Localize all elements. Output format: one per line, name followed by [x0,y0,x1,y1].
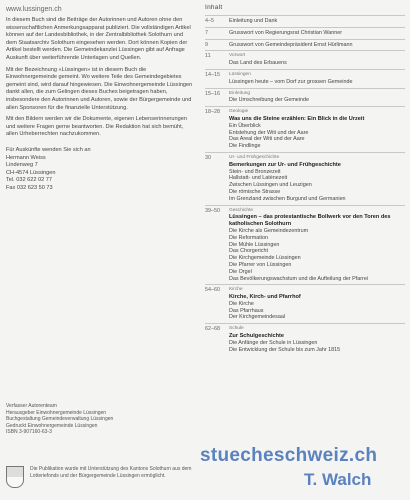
toc-category: Kirche [229,287,243,293]
toc-heading: Inhalt [205,4,223,11]
toc-entry: Das Bevölkerungswachstum und die Aufteilung der Pfarrei [229,275,369,282]
toc-category: Lüssingen [229,71,251,77]
toc-entry: Die römische Strasse [229,188,281,195]
toc-entries [229,40,405,51]
toc-page-number: 39–50 [205,207,220,214]
impressum-line: Buchgestaltung Gemeindeverwaltung Lüssingen [6,416,114,423]
toc-entries [229,16,405,27]
toc-entries [229,107,405,152]
toc-entry: Die Reformation [229,234,268,241]
toc-row [205,15,405,27]
toc-page-number: 9 [205,41,208,48]
contact-block [6,147,194,193]
toc-entry: Entstehung der Witi und der Aare [229,129,309,136]
toc-page-number: 4–5 [205,18,214,24]
sponsor-note [6,466,196,488]
toc-entry: Lüssingen heute – vom Dorf zur grossen Gemeinde [229,78,353,85]
impressum [6,403,196,436]
toc-entry: Das Land des Erbauens [229,60,287,67]
toc-row [205,205,405,285]
toc-entry: Die Entwicklung der Schule bis zum Jahr 1815 [229,346,341,353]
sponsor-text: Die Publikation wurde mit Unterstützung des Kantons Solothurn aus dem Lotteriefonds und der Bürgergemeinde Lüssingen ermöglicht. [30,466,192,479]
toc-title: Kirche, Kirch- und Pfarrhof [229,294,301,301]
toc-entry: Zwischen Lüssingen und Leuzigen [229,182,312,189]
toc-entry: Grusswort von Regierungsrat Christian Wanner [229,29,343,36]
impressum-line: ISBN 3-907160-63-3 [6,429,52,436]
toc-row [205,152,405,205]
impressum-line: Verfasser Autorenteam [6,403,57,409]
toc-entries [229,153,405,205]
toc-entries [229,70,405,88]
toc-page-number: 30 [205,154,211,161]
watermark-name: T. Walch [304,470,372,489]
toc-entry: Grusswort von Gemeindepräsident Ernst Hürlimann [229,41,353,48]
toc-row [205,88,405,107]
toc-entry: Die Pfarrer von Lüssingen [229,261,292,268]
toc-entries [229,285,405,323]
toc-row [205,69,405,88]
intro-paragraph: In diesem Buch sind die Beiträge der Autorinnen und Autoren ohne den wissenschaftlichen Anmerkungsapparat publiziert. Die vollständigen Artikel können auf der Landesbibliothek, in der Zentralbibliothek Solothurn und dem Staatsarchiv Solothurn eingesehen werden. Dort können Kopien der Artikel bestellt werden. Die Gemeindekanzlei Lüssingen gibt auf Anfrage Auskunft über weiterführende Unterlagen und Quellen. [6,17,191,61]
toc-row [205,323,405,355]
contact-line: Tel. 032 622 02 77 [6,177,53,184]
toc-title: Was uns die Steine erzählen: Ein Blick in die Urzeit [229,115,365,122]
toc-title: Lüssingen – das protestantische Bollwerk vor den Toren des katholischen Solothurn [229,214,391,228]
impressum-line: Gedruckt Einwohnergemeinde Lüssingen [6,422,98,429]
toc-entry: Die Kirche [229,300,254,307]
toc-entry: Ein Überblick [229,122,261,129]
toc-entry: Einleitung und Dank [229,18,278,24]
toc-entry: Das Pfarrhaus [229,307,264,314]
toc-entries [229,28,405,39]
toc-entries [229,324,405,355]
toc-entry: Das Areal der Witi und der Aare [229,136,305,143]
toc-category: Geologie [229,109,249,115]
toc-page-number: 7 [205,29,208,36]
toc-entry: Die Umschreibung der Gemeinde [229,97,309,104]
toc-entry: Stein- und Bronzezeit [229,168,281,175]
contact-line: Fax 032 623 50 73 [6,184,53,191]
toc-entry: Im Grenzland zwischen Burgund und Germanien [229,195,346,202]
toc-page-number: 15–16 [205,90,220,97]
contact-line: CH-4574 Lüssingen [6,169,56,176]
impressum-line: Herausgeber Einwohnergemeinde Lüssingen [6,409,107,416]
toc-category: Ur- und Frühgeschichte [229,154,280,160]
toc-page-number: 14–15 [205,71,220,78]
toc-entries [229,51,405,69]
toc-row [205,39,405,51]
rights-paragraph: Mit den Bildern werden wir die Dokumente, eigenen Lebenserinnerungen und weitere Fragen gerne beantworten. Die Redaktion hat sich bemüht, allen Urheberrechten nachzukommen. [6,116,187,138]
toc-entry: Die Kirchgemeinde Lüssingen [229,255,301,262]
toc-title: Bemerkungen zur Ur- und Frühgeschichte [229,161,341,168]
toc-title: Zur Schulgeschichte [229,333,285,340]
toc-page-number: 11 [205,53,211,60]
toc-row [205,50,405,69]
toc-entry: Die Mühle Lüssingen [229,241,280,248]
website-label: www.lussingen.ch [6,6,62,13]
toc-entry: Hallstatt- und Latènezeit [229,175,288,182]
contact-line: Für Auskünfte wenden Sie sich an [6,146,91,153]
toc-list [205,15,405,355]
table-of-contents [205,0,405,355]
toc-category: Einleitung [229,90,251,96]
toc-entries [229,206,405,285]
toc-entry: Die Orgel [229,268,252,275]
toc-row [205,106,405,152]
contact-line: Lindenweg 7 [6,162,38,169]
left-column [6,0,194,192]
toc-entries [229,89,405,107]
thanks-paragraph: Mit der Bezeichnung «Lüssingen» ist in diesem Buch die Einwohnergemeinde gemeint. Wo weitere Teile des Gemeindegebietes gemeint sind, wird darauf hingewiesen. Die Einwohnergemeinde Lüssingen dankt allen, die zum Gelingen dieses Buches beigetragen haben, insbesondere den Autorinnen und Autoren, sowie der Bürgergemeinde und allen Sponsoren für die finanzielle Unterstützung. [6,66,193,111]
toc-row [205,284,405,323]
toc-row [205,27,405,39]
contact-line: Hermann Weiss [6,154,46,161]
toc-entry: Die Findlinge [229,143,261,150]
toc-page-number: 54–60 [205,287,220,294]
toc-entry: Das Chorgericht [229,248,268,255]
toc-category: Vorwort [229,53,246,59]
coat-of-arms-icon [6,466,24,488]
toc-category: Schule [229,326,244,332]
toc-entry: Die Anfänge der Schule in Lüssingen [229,339,318,346]
toc-entry: Der Kirchgemeindesaal [229,314,286,321]
toc-entry: Die Kirche als Gemeindezentrum [229,227,309,234]
toc-page-number: 62–68 [205,326,220,333]
watermark-site: stuecheschweiz.ch [200,445,378,466]
toc-category: Geschichte [229,207,253,213]
toc-page-number: 18–28 [205,109,220,116]
